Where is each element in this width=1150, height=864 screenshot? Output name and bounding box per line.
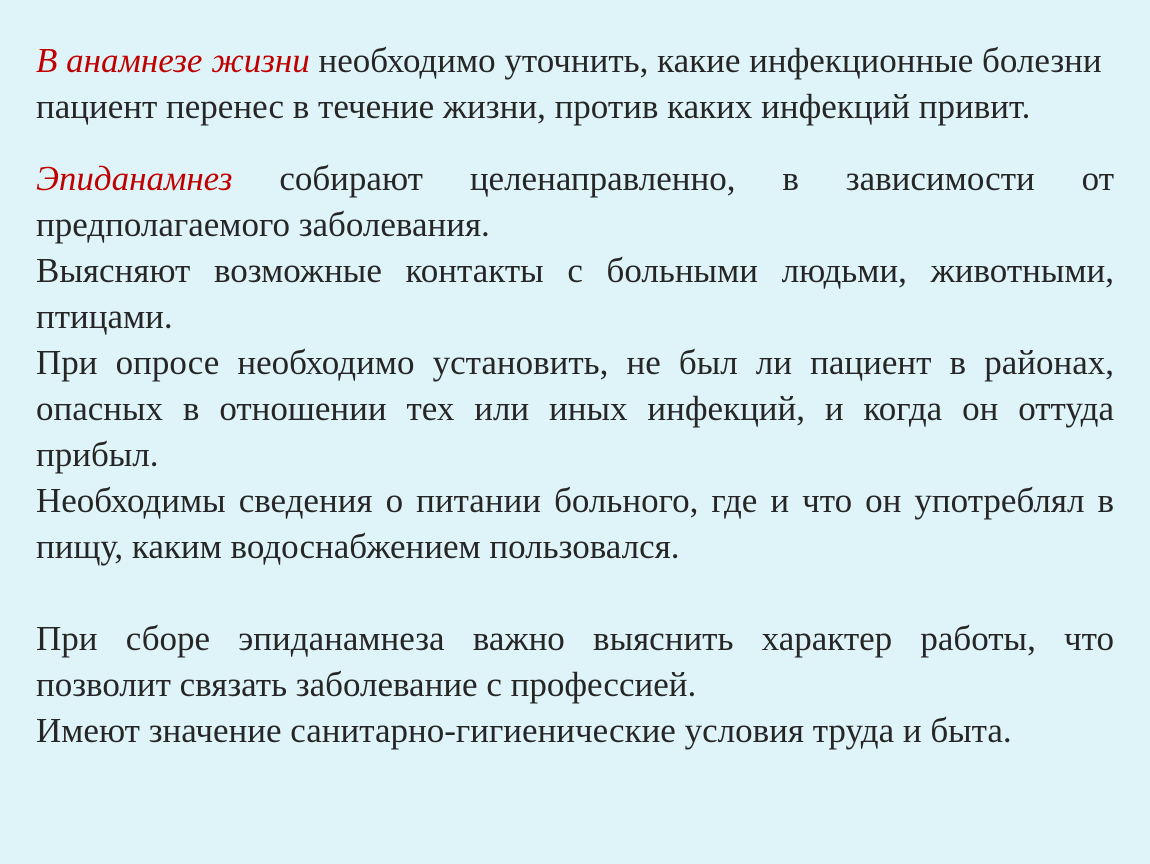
nutrition-paragraph: Необходимы сведения о питании больного, где и что он употреблял в пищу, каким водоснабжением пользовался.	[36, 481, 1114, 566]
intro-highlight: В анамнезе жизни	[36, 41, 310, 80]
intro-paragraph	[36, 38, 1114, 130]
intro-text: необходимо уточнить, какие инфекционные болезни пациент перенес в течение жизни, против каких инфекций привит.	[36, 41, 1102, 126]
travel-paragraph: При опросе необходимо установить, не был ли пациент в районах, опасных в отношении тех или иных инфекций, и когда он оттуда прибыл.	[36, 343, 1114, 474]
epid-highlight: Эпиданамнез	[36, 159, 233, 198]
work-paragraph: При сборе эпиданамнеза важно выяснить характер работы, что позволит связать заболевание с профессией.	[36, 619, 1114, 704]
contacts-paragraph: Выясняют возможные контакты с больными людьми, животными, птицами.	[36, 251, 1114, 336]
conditions-paragraph: Имеют значение санитарно-гигиенические условия труда и быта.	[36, 711, 1012, 750]
epid-paragraph	[36, 156, 1114, 248]
spacer	[36, 570, 1114, 616]
epid-text: собирают целенаправленно, в зависимости от предполагаемого заболевания.	[36, 159, 1114, 244]
